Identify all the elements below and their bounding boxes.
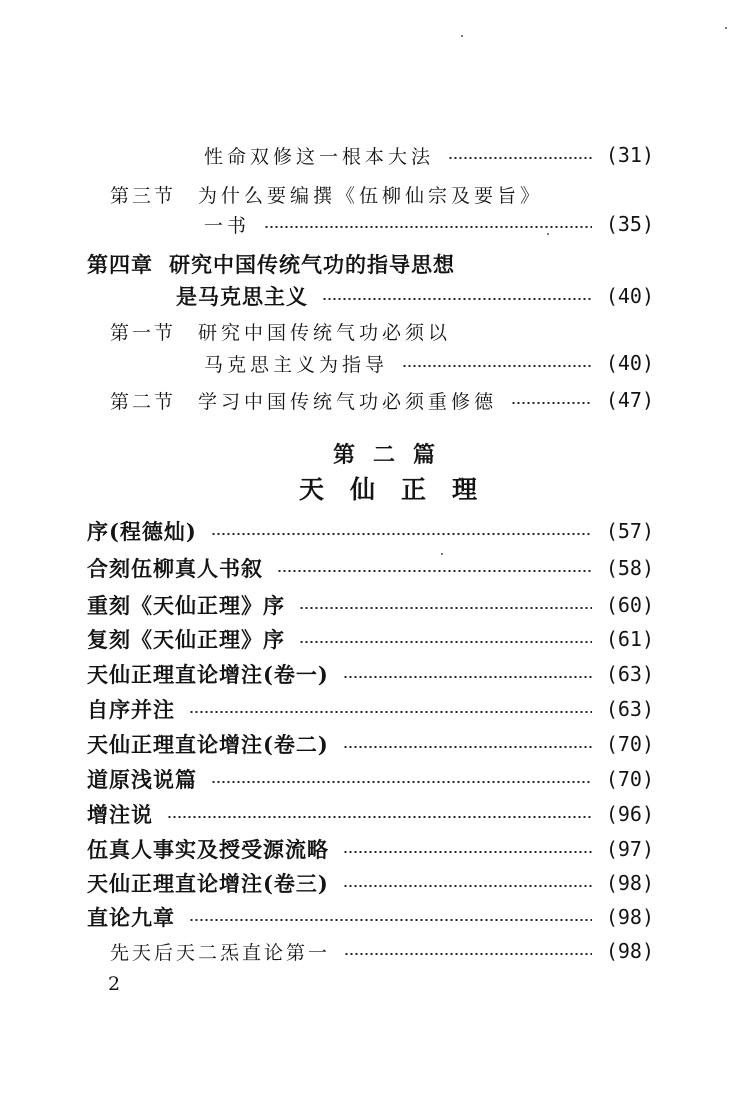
toc-entry-title: 伍真人事实及授受源流略 bbox=[87, 837, 329, 862]
toc-entry-title: 马克思主义为指导 bbox=[204, 353, 389, 376]
toc-entry bbox=[176, 281, 654, 311]
toc-entry bbox=[87, 834, 654, 864]
toc-entry-page: (47) bbox=[605, 388, 654, 412]
dot-leader bbox=[299, 607, 592, 609]
toc-entry bbox=[204, 140, 654, 170]
toc-entry bbox=[110, 385, 654, 415]
part-label: 第二篇 bbox=[332, 443, 453, 468]
toc-entry-page: (60) bbox=[605, 593, 654, 617]
toc-entry-page: (70) bbox=[605, 732, 654, 756]
scan-speck bbox=[441, 553, 443, 555]
toc-entry-title: 研究中国传统气功的指导思想 bbox=[169, 252, 455, 277]
toc-entry bbox=[87, 799, 654, 829]
dot-leader bbox=[402, 365, 592, 367]
dot-leader bbox=[344, 953, 592, 955]
toc-entry-page: (97) bbox=[605, 837, 654, 861]
toc-entry-page: (63) bbox=[605, 697, 654, 721]
toc-entry bbox=[204, 348, 654, 378]
toc-entry-page: (58) bbox=[605, 556, 654, 580]
part-title: 天仙正理 bbox=[298, 475, 503, 504]
toc-section-heading bbox=[110, 316, 654, 346]
toc-entry-title: 序(程德灿) bbox=[87, 519, 197, 544]
page-number: 2 bbox=[108, 973, 121, 995]
toc-entry bbox=[87, 868, 654, 898]
dot-leader bbox=[189, 711, 592, 713]
dot-leader bbox=[343, 851, 592, 853]
toc-entry-title: 直论九章 bbox=[87, 905, 175, 930]
toc-entry bbox=[87, 694, 654, 724]
dot-leader bbox=[277, 570, 592, 572]
toc-chapter-heading bbox=[87, 249, 654, 279]
dot-leader bbox=[343, 885, 592, 887]
toc-entry-title: 先天后天二炁直论第一 bbox=[110, 941, 331, 964]
toc-entry-page: (98) bbox=[605, 939, 654, 963]
toc-entry-title: 研究中国传统气功必须以 bbox=[198, 321, 452, 344]
scan-speck bbox=[547, 233, 549, 235]
toc-entry bbox=[87, 659, 654, 689]
toc-entry-title: 学习中国传统气功必须重修德 bbox=[198, 390, 498, 413]
toc-entry bbox=[87, 590, 654, 620]
section-number: 第一节 bbox=[110, 321, 177, 344]
toc-entry-title: 性命双修这一根本大法 bbox=[204, 145, 435, 168]
toc-entry-page: (61) bbox=[605, 627, 654, 651]
toc-entry-title: 一书 bbox=[204, 214, 251, 237]
toc-entry-title: 天仙正理直论增注(卷三) bbox=[87, 871, 329, 896]
dot-leader bbox=[511, 402, 592, 404]
toc-entry bbox=[87, 516, 654, 546]
chapter-number: 第四章 bbox=[87, 252, 153, 277]
toc-entry bbox=[204, 209, 654, 239]
toc-entry-title: 为什么要编撰《伍柳仙宗及要旨》 bbox=[198, 184, 544, 207]
toc-entry-page: (96) bbox=[605, 802, 654, 826]
toc-entry-page: (98) bbox=[605, 905, 654, 929]
section-number: 第二节 bbox=[110, 390, 177, 413]
toc-entry bbox=[87, 553, 654, 583]
toc-entry-title: 复刻《天仙正理》序 bbox=[87, 627, 285, 652]
toc-entry-page: (98) bbox=[605, 871, 654, 895]
dot-leader bbox=[448, 157, 592, 159]
dot-leader bbox=[322, 298, 592, 300]
toc-entry-title: 道原浅说篇 bbox=[87, 767, 197, 792]
dot-leader bbox=[167, 816, 592, 818]
toc-entry-page: (57) bbox=[605, 519, 654, 543]
toc-entry bbox=[87, 729, 654, 759]
dot-leader bbox=[299, 641, 592, 643]
toc-entry-title: 增注说 bbox=[87, 802, 153, 827]
toc-entry-page: (31) bbox=[605, 143, 654, 167]
toc-entry-page: (70) bbox=[605, 767, 654, 791]
toc-entry-title: 天仙正理直论增注(卷二) bbox=[87, 732, 329, 757]
toc-entry bbox=[87, 624, 654, 654]
toc-entry-page: (35) bbox=[605, 212, 654, 236]
dot-leader bbox=[189, 919, 592, 921]
dot-leader bbox=[343, 746, 592, 748]
toc-entry-title: 重刻《天仙正理》序 bbox=[87, 593, 285, 618]
scan-speck bbox=[461, 35, 463, 37]
toc-entry bbox=[87, 902, 654, 932]
toc-entry-title: 是马克思主义 bbox=[176, 284, 308, 309]
toc-entry-page: (63) bbox=[605, 662, 654, 686]
toc-entry-title: 合刻伍柳真人书叙 bbox=[87, 556, 263, 581]
dot-leader bbox=[343, 676, 592, 678]
toc-section-heading bbox=[110, 179, 654, 209]
toc-entry-title: 自序并注 bbox=[87, 697, 175, 722]
scan-speck bbox=[725, 27, 727, 29]
toc-entry-page: (40) bbox=[605, 351, 654, 375]
dot-leader bbox=[264, 226, 592, 228]
section-number: 第三节 bbox=[110, 184, 177, 207]
dot-leader bbox=[211, 533, 592, 535]
dot-leader bbox=[211, 781, 592, 783]
toc-entry bbox=[110, 936, 654, 966]
toc-entry-page: (40) bbox=[605, 284, 654, 308]
toc-entry bbox=[87, 764, 654, 794]
toc-entry-title: 天仙正理直论增注(卷一) bbox=[87, 662, 329, 687]
